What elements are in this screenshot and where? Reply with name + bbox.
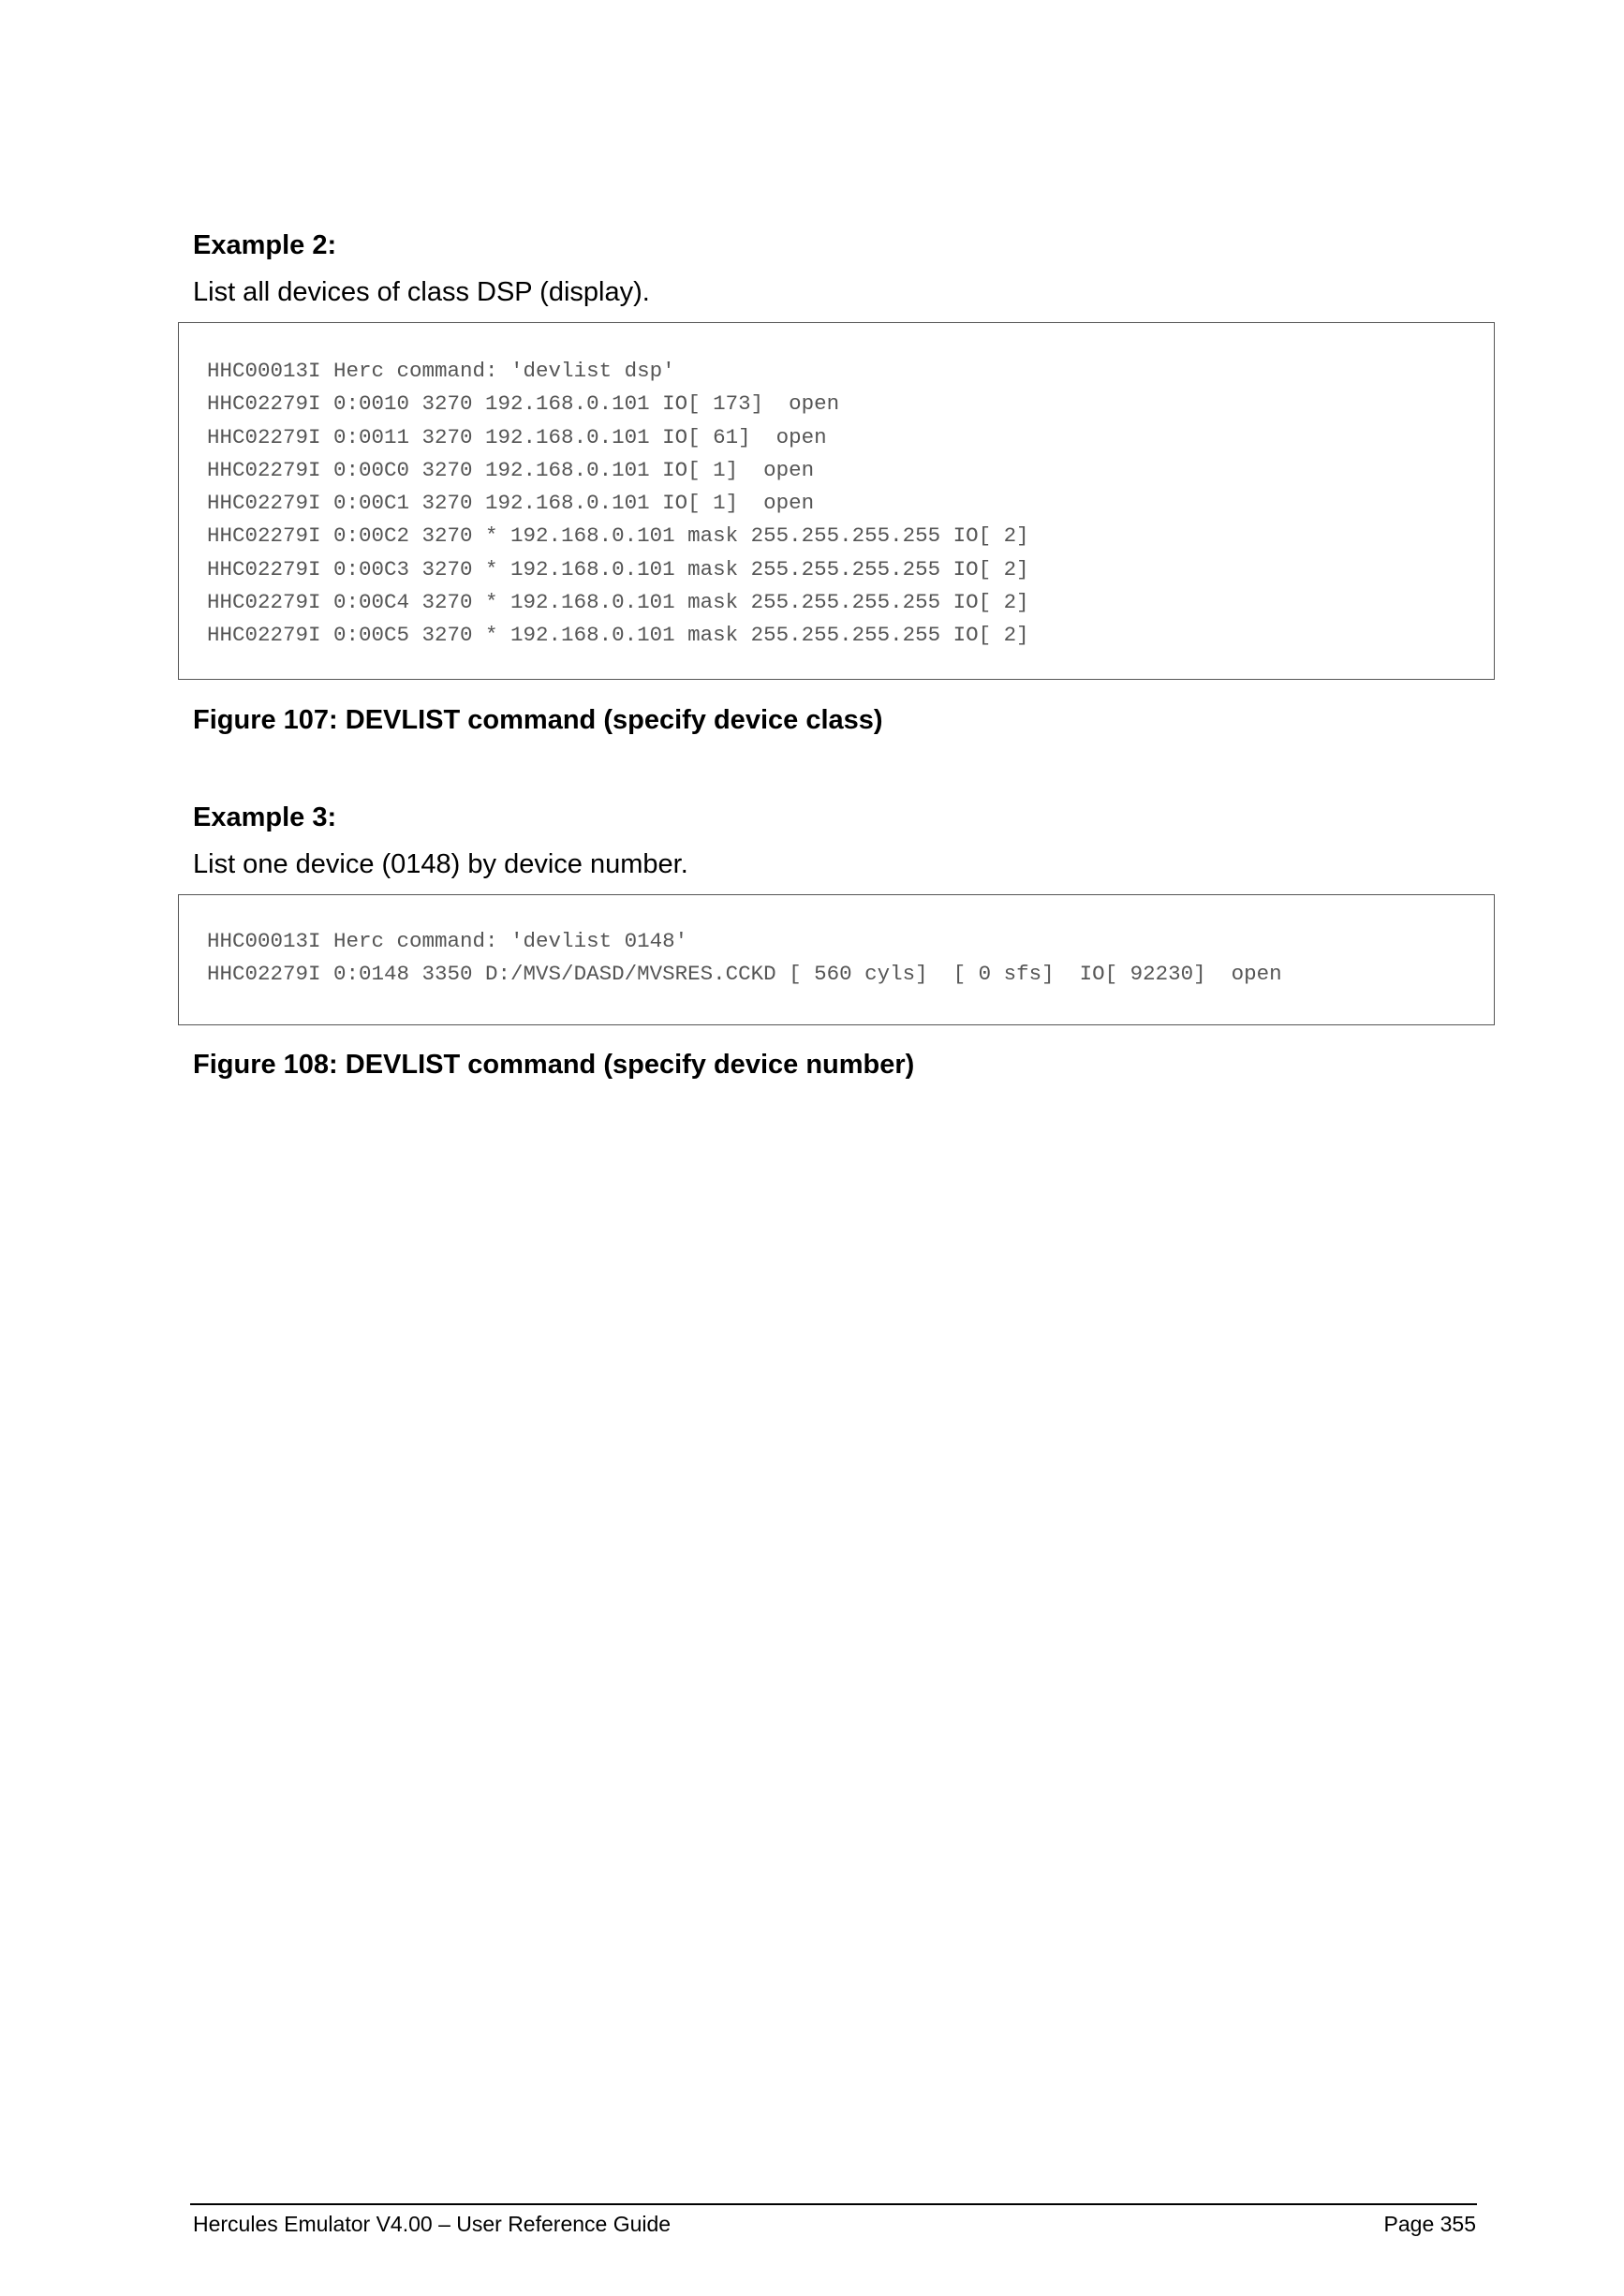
figure-107-caption: Figure 107: DEVLIST command (specify device class) xyxy=(193,705,883,735)
code-line: HHC02279I 0:0010 3270 192.168.0.101 IO[ 173] open xyxy=(207,391,840,417)
footer-document-title: Hercules Emulator V4.00 – User Reference Guide xyxy=(193,2212,672,2236)
code-line: HHC02279I 0:00C4 3270 * 192.168.0.101 mask 255.255.255.255 IO[ 2] xyxy=(207,590,1029,615)
code-block-devlist-0148 xyxy=(178,894,1495,1025)
code-lines xyxy=(207,925,1282,992)
code-line: HHC00013I Herc command: 'devlist dsp' xyxy=(207,359,675,383)
code-line: HHC02279I 0:00C5 3270 * 192.168.0.101 mask 255.255.255.255 IO[ 2] xyxy=(207,623,1029,648)
code-line: HHC02279I 0:00C2 3270 * 192.168.0.101 mask 255.255.255.255 IO[ 2] xyxy=(207,523,1029,549)
code-line: HHC02279I 0:00C0 3270 192.168.0.101 IO[ 1] open xyxy=(207,457,815,482)
footer-divider xyxy=(190,2203,1477,2205)
code-line: HHC02279I 0:0148 3350 D:/MVS/DASD/MVSRES.CCKD [ 560 cyls] [ 0 sfs] IO[ 92230] open xyxy=(207,962,1282,987)
figure-108-caption: Figure 108: DEVLIST command (specify device number) xyxy=(193,1050,915,1080)
code-line: HHC00013I Herc command: 'devlist 0148' xyxy=(207,929,688,953)
code-line: HHC02279I 0:0011 3270 192.168.0.101 IO[ 61] open xyxy=(207,424,827,449)
code-lines xyxy=(207,355,1029,653)
code-line: HHC02279I 0:00C3 3270 * 192.168.0.101 mask 255.255.255.255 IO[ 2] xyxy=(207,556,1029,581)
example-3-heading: Example 3: xyxy=(193,802,337,832)
code-line: HHC02279I 0:00C1 3270 192.168.0.101 IO[ 1] open xyxy=(207,491,815,516)
footer-page-number: Page 355 xyxy=(1383,2212,1476,2236)
example-2-heading: Example 2: xyxy=(193,230,337,260)
code-block-devlist-dsp xyxy=(178,322,1495,680)
example-2-description: List all devices of class DSP (display). xyxy=(193,277,650,307)
example-3-description: List one device (0148) by device number. xyxy=(193,849,688,879)
